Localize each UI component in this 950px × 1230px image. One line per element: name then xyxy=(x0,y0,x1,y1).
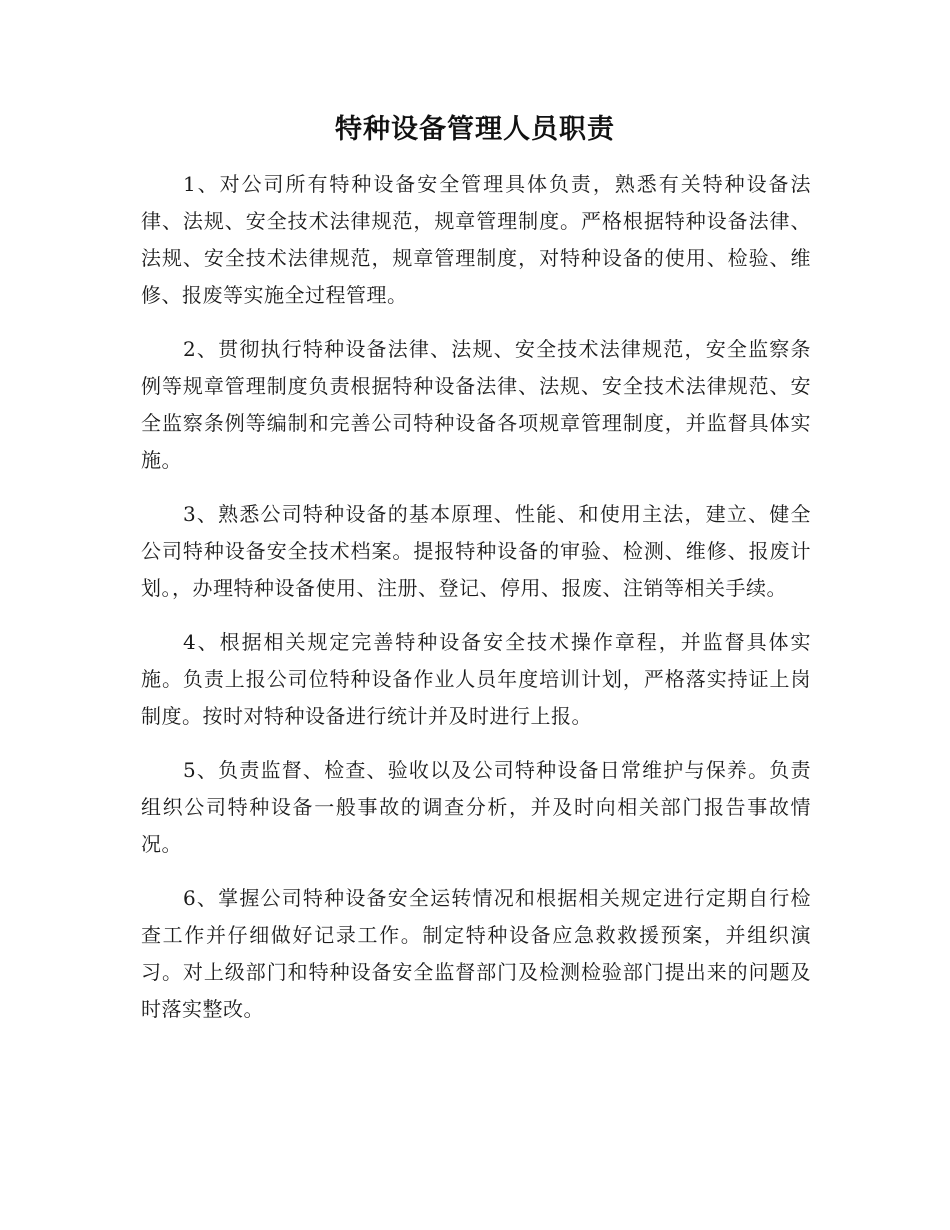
paragraph-3: 3、熟悉公司特种设备的基本原理、性能、和使用主法，建立、健全公司特种设备安全技术档案。提报特种设备的审验、检测、维修、报废计划。，办理特种设备使用、注册、登记、停用、报废、注销等相关手续。 xyxy=(141,502,811,600)
document-title: 特种设备管理人员职责 xyxy=(335,114,615,145)
paragraph-6: 6、掌握公司特种设备安全运转情况和根据相关规定进行定期自行检查工作并仔细做好记录工作。制定特种设备应急救救援预案，并组织演习。对上级部门和特种设备安全监督部门及检测检验部门提出来的问题及时落实整改。 xyxy=(141,886,811,1021)
paragraph-2: 2、贯彻执行特种设备法律、法规、安全技术法律规范，安全监察条例等规章管理制度负责根据特种设备法律、法规、安全技术法律规范、安全监察条例等编制和完善公司特种设备各项规章管理制度，并监督具体实施。 xyxy=(141,337,811,472)
paragraph-4: 4、根据相关规定完善特种设备安全技术操作章程，并监督具体实施。负责上报公司位特种设备作业人员年度培训计划，严格落实持证上岗制度。按时对特种设备进行统计并及时进行上报。 xyxy=(141,630,811,728)
paragraph-1: 1、对公司所有特种设备安全管理具体负责，熟悉有关特种设备法律、法规、安全技术法律规范，规章管理制度。严格根据特种设备法律、法规、安全技术法律规范，规章管理制度，对特种设备的使用、检验、维修、报废等实施全过程管理。 xyxy=(141,172,811,307)
paragraph-5: 5、负责监督、检查、验收以及公司特种设备日常维护与保养。负责组织公司特种设备一般事故的调查分析，并及时向相关部门报告事故情况。 xyxy=(141,758,811,856)
document-body xyxy=(141,166,811,1045)
